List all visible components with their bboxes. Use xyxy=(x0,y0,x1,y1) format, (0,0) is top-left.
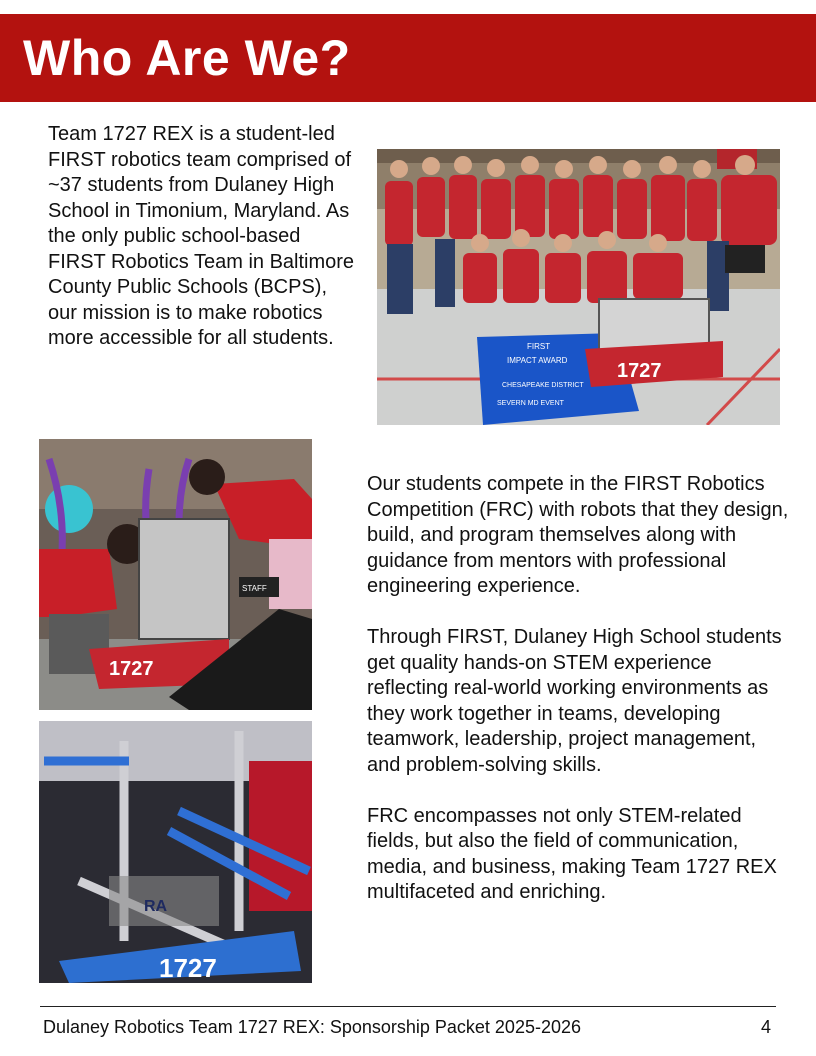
sponsor-logo: RA xyxy=(144,898,168,915)
pit-bumper-number: 1727 xyxy=(109,658,154,680)
banner-line1: FIRST xyxy=(527,342,551,351)
intro-paragraph: Team 1727 REX is a student-led FIRST robotics team comprised of ~37 students from Dulaney High School in Timonium, Maryland. As the only public school-based FIRST Robotics Team in Baltimore County Public Schools (BCPS), our mission is to make robotics more accessible for all students. xyxy=(48,123,355,349)
page-title: Who Are We? xyxy=(23,30,351,86)
competition-paragraph: Our students compete in the FIRST Robotics Competition (FRC) with robots that they design, build, and program themselves along with guidance from mentors with professional engineering experience. xyxy=(367,473,789,597)
body-column xyxy=(367,472,792,931)
team-photo xyxy=(377,149,780,425)
page-number: 4 xyxy=(760,1017,771,1037)
fields-paragraph: FRC encompasses not only STEM-related fields, but also the field of communication, media, and business, making Team 1727 REX multifaceted and enriching. xyxy=(367,804,777,903)
banner-line2: IMPACT AWARD xyxy=(507,356,568,365)
pit-photo xyxy=(39,439,312,710)
banner-line3: CHESAPEAKE DISTRICT xyxy=(502,382,584,389)
footer-divider xyxy=(40,1006,776,1007)
banner-line4: SEVERN MD EVENT xyxy=(497,400,564,407)
staff-vest-text: STAFF xyxy=(242,584,267,593)
team-bumper-number: 1727 xyxy=(617,360,662,382)
footer-text: Dulaney Robotics Team 1727 REX: Sponsorship Packet 2025-2026 xyxy=(43,1017,581,1037)
stem-paragraph: Through FIRST, Dulaney High School students get quality hands-on STEM experience reflecting real-world working environments as they work together in teams, developing teamwork, leadership, project management, and problem-solving skills. xyxy=(367,626,782,776)
robot-bumper-number: 1727 xyxy=(159,953,217,983)
robot-photo xyxy=(39,721,312,983)
